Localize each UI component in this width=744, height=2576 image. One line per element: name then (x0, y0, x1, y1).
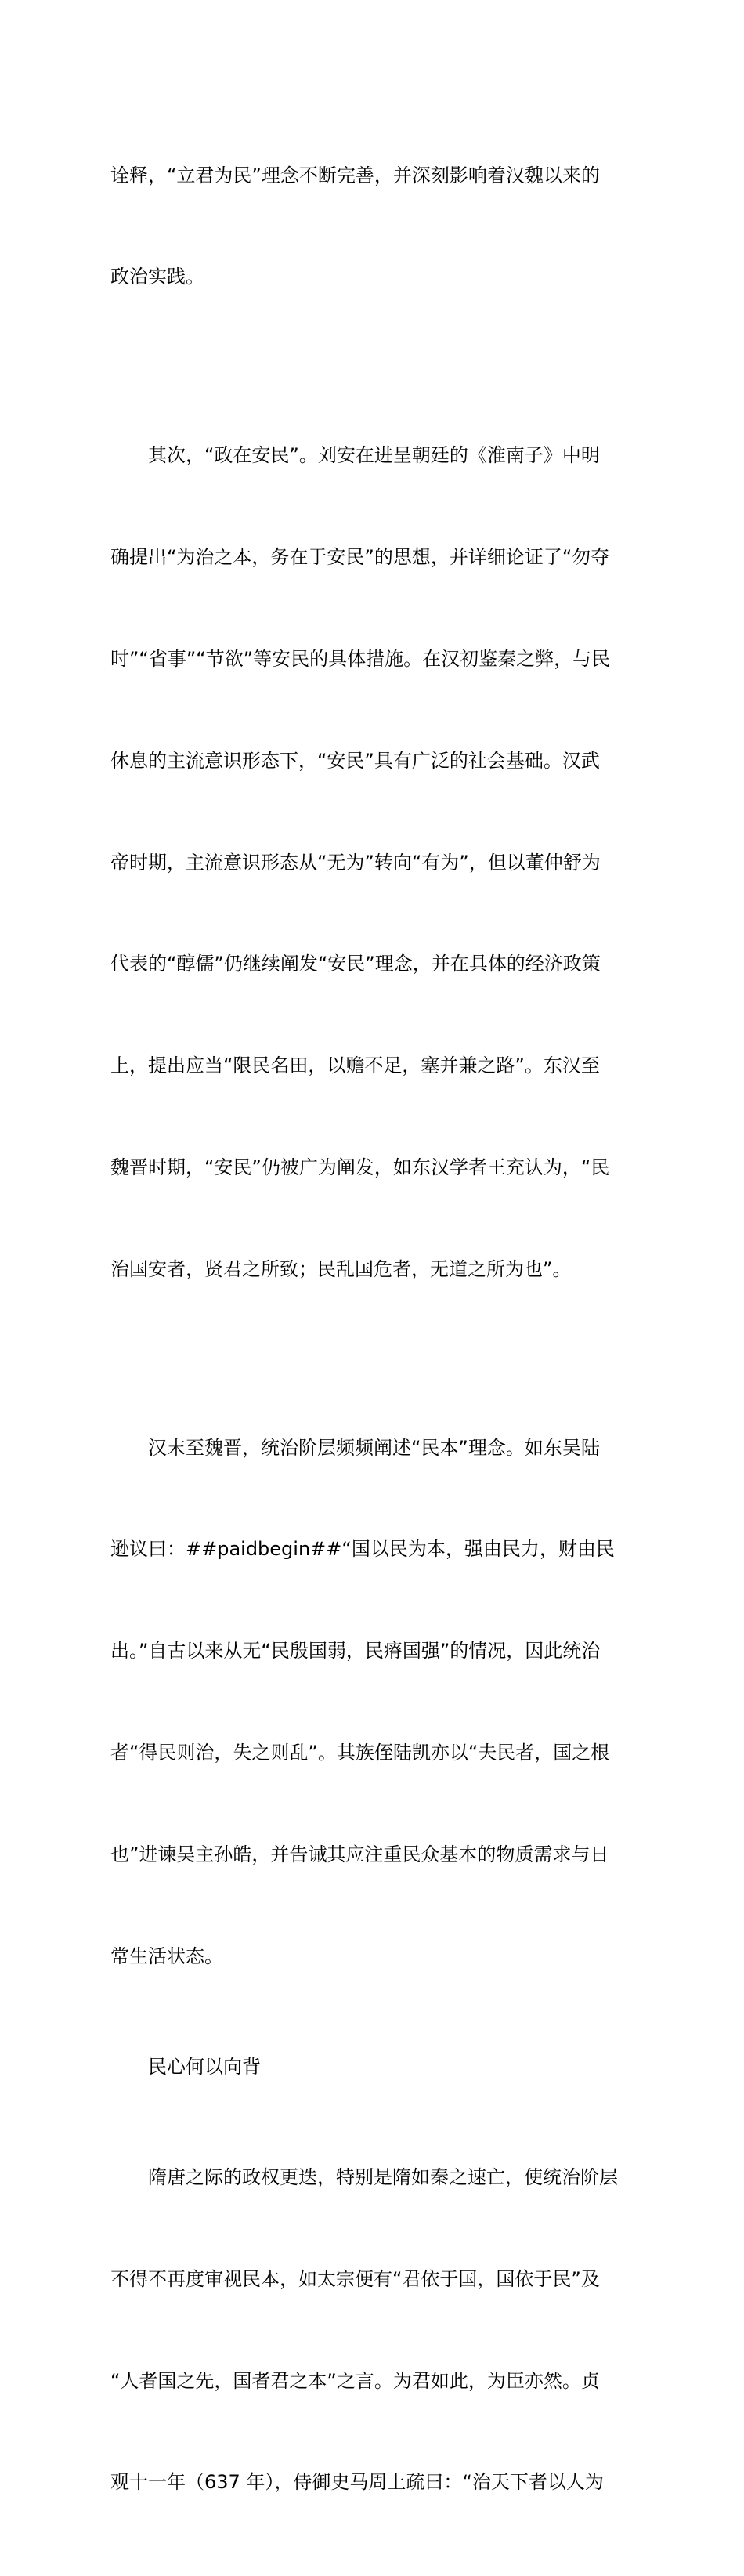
text-line: 上，提出应当“限民名田，以赡不足，塞并兼之路”。东汉至 (110, 1055, 600, 1077)
text-line: 汉末至魏晋，统治阶层频频阐述“民本”理念。如东吴陆 (148, 1436, 600, 1459)
text-line: 观十一年（637 年），侍御史马周上疏曰：“治天下者以人为 (110, 2471, 604, 2494)
text-line: 者“得民则治，失之则乱”。其族侄陆凯亦以“夫民者，国之根 (110, 1742, 610, 1764)
text-line: 逊议曰：##paidbegin##“国以民为本，强由民力，财由民 (110, 1538, 615, 1561)
text-line: 隋唐之际的政权更迭，特别是隋如秦之速亡，使统治阶层 (148, 2165, 618, 2188)
text-line: 出。”自古以来从无“民殷国弱，民瘠国强”的情况，因此统治 (110, 1640, 601, 1662)
paragraph-4 (110, 2093, 637, 2567)
paragraph-1 (110, 91, 637, 362)
paragraph-3 (110, 1363, 637, 2042)
text-line: 时”“省事”“节欲”等安民的具体措施。在汉初鉴秦之弊，与民 (110, 647, 611, 670)
text-line: 其次，“政在安民”。刘安在进呈朝廷的《淮南子》中明 (148, 443, 600, 466)
document-page (110, 91, 637, 2576)
text-line: 确提出“为治之本，务在于安民”的思想，并详细论证了“勿夺 (110, 545, 610, 568)
text-line: 休息的主流意识形态下，“安民”具有广泛的社会基础。汉武 (110, 749, 600, 772)
text-line: 帝时期，主流意识形态从“无为”转向“有为”，但以董仲舒为 (110, 851, 601, 874)
text-line: 政治实践。 (110, 266, 204, 288)
text-line: 代表的“醇儒”仍继续阐发“安民”理念，并在具体的经济政策 (110, 953, 601, 975)
text-line: 治国安者，贤君之所致；民乱国危者，无道之所为也”。 (110, 1258, 572, 1281)
text-line: “人者国之先，国者君之本”之言。为君如此，为臣亦然。贞 (110, 2369, 600, 2392)
text-line: 魏晋时期，“安民”仍被广为阐发，如东汉学者王充认为，“民 (110, 1156, 610, 1179)
text-line: 诠释，“立君为民”理念不断完善，并深刻影响着汉魏以来的 (110, 164, 600, 186)
text-line: 常生活状态。 (110, 1945, 223, 1968)
paragraph-2 (110, 371, 637, 1355)
section-heading: 民心何以向背 (148, 2055, 261, 2078)
text-line: 也”进谏吴主孙皓，并告诫其应注重民众基本的物质需求与日 (110, 1843, 609, 1866)
text-line: 不得不再度审视民本，如太宗便有“君依于国，国依于民”及 (110, 2267, 600, 2290)
